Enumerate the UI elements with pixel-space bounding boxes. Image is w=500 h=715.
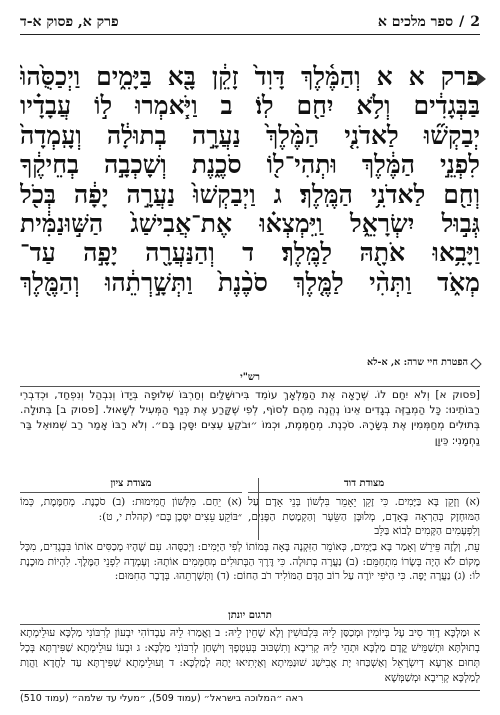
reference-note: ראה ״המלוכה בישראל״ (עמוד 509), ״מעלי עד שלמה״ (עמוד 510) (20, 690, 480, 706)
diamond-icon (470, 358, 481, 369)
metzudat-david-text: (א) וְזָקֵן בָּא בַּיָּמִים. כִּי זָקֵן יֵאָמֵר בִּלְשׁוֹן בְּנֵי אָדָם עַל הַמּוּחְזָק בְּהַרְאָה בָּאָדָם, מְלוּבָּן הַשֵּׂעָר וְהַקְמָטַת הַפָּנִים, וְלִפְעָמִים הַקָּמִים לָבוֹא בַּלֵּב (248, 496, 480, 538)
book-title: ספר מלכים א (377, 13, 454, 30)
verse-line: מְאֹ֑ד וַתְּהִ֨י לַמֶּ֤לֶךְ סֹכֶ֨נֶת֙ וַתְּשָׁ֣רְתֵ֔הוּ וְהַמֶּ֖לֶךְ (20, 267, 480, 297)
rashi-text: [פסוק א] וְלֹא יִחַם לוֹ. שֶׁרָאָה אֶת הַמַּלְאָךְ עוֹמֵד בִּירוּשָׁלַיִם וְחַרְבּוֹ שְׁלוּפָה בְּיָדוֹ וְנִבְהַל וְנִפְחַד, וּכְדִבְרֵי רַבּוֹתֵינוּ: כָּל הַמְבַזֶּה בְגָדִים אֵינוֹ נֶהֱנֶה מֵהֶם לְסוֹף, לְפִי שֶׁקָּרַע אֶת כְּנַף הַמְּעִיל לְשָׁאוּל. [פסוק ב] בְּתוּלָה. בְּתוּלִים מְחַמְּמִין אֶת בְּשָׂרָהּ. סֹכֶנֶת. מְחַמֶּמֶת, וּכְמוֹ ״וּבֹקֵעַ עֵצִים יִסָּכֶן בָּם״. וְלֹא רַבּוֹ אָמַר רַב שְׁמוּאֵל בַּר נַחְמָנִי: כֵּיוָן (20, 389, 480, 447)
verse-line: בַּבְּגָדִ֔ים וְלֹ֥א יִחַ֖ם לֽוֹ׃ ב וַיֹּ֧אמְרוּ ל֣וֹ עֲבָדָ֗יו (20, 91, 480, 121)
targum-title: תרגום יונתן (20, 610, 480, 625)
verse-line: גְּב֣וּל יִשְׂרָאֵ֑ל וַֽיִּמְצְא֗וּ אֶת־אֲבִישַׁג֙ הַשּׁ֣וּנַמִּ֔ית (20, 208, 480, 238)
verse-line: לִפְנֵ֣י הַמֶּ֔לֶךְ וּתְהִי־ל֖וֹ סֹכֶ֑נֶת וְשָׁכְבָ֣ה בְחֵיקֶ֔ךָ (20, 150, 480, 180)
haftara-text: הפטרת חיי שרה: א, א-לא (366, 357, 468, 368)
section-label: פרק א, פסוק א-ד (20, 13, 119, 30)
haftara-note (20, 357, 480, 368)
verse-line: וַיָּבִ֥אוּ אֹתָ֖הּ לַמֶּֽלֶךְ׃ ד וְהַנַּעֲרָ֖ה יָפָ֣ה עַד־ (20, 238, 480, 268)
verse-line: וְחַ֖ם לַאדֹנִ֥י הַמֶּֽלֶךְ׃ ג וַיְבַקְשׁוּ֙ נַעֲרָ֣ה יָפָ֔ה בְּכֹ֖ל (20, 179, 480, 209)
page-header (20, 10, 480, 35)
targum-text: א וּמַלְכָּא דָוִד סִיב עָל בְּיוֹמִין וּמְכַסַּן לֵיהּ בִּלְבוּשִׁין וְלָא שָׁחֵין לֵיהּ: ב וַאֲמַרוּ לֵיהּ עַבְדוֹהִי יִבְעוֹן לְרִבּוֹנִי מַלְכָּא עוּלֵימְתָא בְתוּלְתָּא וּתְשַׁמֵּישׁ קֳדָם מַלְכָּא וּתְהֵי לֵיהּ קְרִיבָא וְתִשְׁכּוּב בְּעִטְפָךְ וְיִשְׁחַן לְרִבּוֹנִי מַלְכָּא: ג וּבְעוֹ עוּלֵימְתָא שַׁפִּירְתָּא בְּכָל תְּחוּם אַרְעָא דְיִשְׂרָאֵל וְאַשְׁכַּחוּ יָת אֲבִישַׁג שׁוּנַמִּיתָא וְאַיְתִיאוּ יָתַהּ לְמַלְכָּא: ד וְעוּלֵימְתָא שַׁפִּירְתָּא עַד לַחֲדָא וַהֲוַת לְמַלְכָּא קְרִיבָא וּמְשַׁמְּשָׁא (20, 627, 480, 684)
verse-line: פרק א א וְהַמֶּ֫לֶךְ דָּוִד֙ זָקֵ֔ן בָּ֖א בַּיָּמִ֑ים וַיְכַסֻּ֙הוּ֙ (20, 62, 480, 91)
arrow-icon (477, 72, 486, 86)
rashi-title: רש"י (20, 372, 480, 387)
page-number: 2 (470, 13, 480, 30)
verse-block (20, 62, 480, 356)
metzudat-david-title: מצודת דוד (248, 478, 480, 493)
metzudat-david-continued: עֵת, וְלָזֶה פֵּירֵשׁ וְאָמַר בָּא בַיָּמִים, כְּאוֹמֵר הַזִּקְנָה בָּאָה בְּמוֹתוֹ לְפִי הַיָּמִים: וַיְכַסֻּהוּ. עִם שֶׁהָיוּ מְכַסִּים אוֹתוֹ בִּבְגָדִים, מִכָּל מָקוֹם לֹא הָיָה בְּשָׂרוֹ מִתְחַמֵּם: (ב) נַעֲרָה בְתוּלָה. כִּי דֶּרֶךְ הַבְּתוּלִים מְחַמְּמִים אוֹתָהּ: וְעָמְדָה לִפְנֵי הַמֶּלֶךְ. לִהְיוֹת מוּכֶנֶת לוֹ: (ג) נַעֲרָה יָפָה. כִּי הַיֹּפִי יוֹרֶה עַל רוֹב הַדָּם הַמּוֹלִיד רֹב הַחוֹם: (ד) וַתְּשָׁרְתֵהוּ. בְּדָבָר הַחִמּוּם: (20, 541, 480, 583)
metzudat-zion-text: (א) יֵחַם. מִלְּשׁוֹן חֲמִימוּת: (ב) סֹכֶנֶת. מְחַמֶּמֶת, כְּמוֹ ״בּוֹקֵעַ עֵצִים יִסָּכֶן בָּם״ (קהלת י, ט): (20, 496, 242, 523)
book-info: 2 / ספר מלכים א (377, 13, 480, 30)
column-divider (258, 478, 259, 540)
verse-line: יְבַקְשׁ֞וּ לַאדֹנִ֤י הַמֶּ֨לֶךְ֙ נַעֲרָ֣ה בְתוּלָ֔ה וְעָֽמְדָה֙ (20, 120, 480, 150)
rashi-commentary (20, 388, 480, 480)
metzudat-zion-title: מצודת ציון (20, 478, 242, 493)
